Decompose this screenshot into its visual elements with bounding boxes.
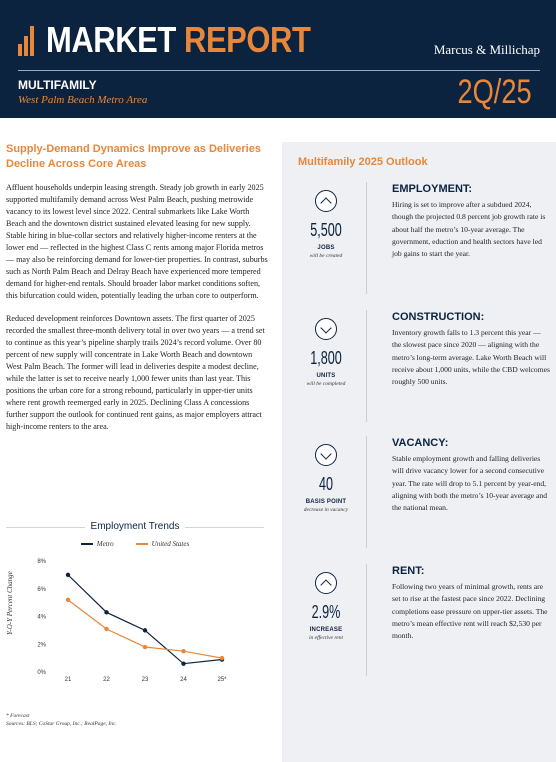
outlook-title: Multifamily 2025 Outlook bbox=[298, 156, 428, 168]
brand-logo: Marcus & Millichap bbox=[433, 42, 540, 57]
data-point bbox=[143, 628, 147, 632]
x-tick-label: 23 bbox=[141, 677, 149, 683]
outlook-text: Stable employment growth and falling deliveries will drive vacancy lower for a second consecutive year. The rate will drop to 5.1 percent by year-end, aligning with both the metro’s 10-year average and the national mean. bbox=[392, 454, 547, 513]
outlook-vacancy bbox=[392, 436, 550, 514]
outlook-stat-employment bbox=[300, 190, 352, 259]
outlook-employment bbox=[392, 182, 550, 260]
chart-title: Employment Trends bbox=[85, 521, 186, 532]
bar-chart-logo-icon bbox=[18, 26, 38, 56]
stat-note: will be created bbox=[309, 253, 343, 259]
data-point bbox=[143, 645, 147, 649]
article-headline: Supply-Demand Dynamics Improve as Deliveries Decline Across Core Areas bbox=[6, 143, 261, 170]
stat-value: 2.9% bbox=[311, 602, 341, 622]
x-tick-label: 25* bbox=[217, 677, 227, 683]
data-point bbox=[181, 661, 185, 665]
x-tick-label: 24 bbox=[180, 677, 187, 683]
outlook-panel bbox=[282, 142, 556, 762]
outlook-stat-vacancy bbox=[300, 444, 352, 513]
outlook-heading: CONSTRUCTION: bbox=[392, 311, 485, 323]
stat-unit: JOBS bbox=[317, 245, 335, 251]
data-point bbox=[66, 573, 70, 577]
outlook-stat-construction bbox=[300, 318, 352, 387]
outlook-heading: EMPLOYMENT: bbox=[392, 183, 473, 195]
stat-value: 1,800 bbox=[310, 348, 342, 368]
chevron-up-icon bbox=[315, 190, 337, 212]
chevron-down-icon bbox=[315, 318, 337, 340]
y-tick-label: 4% bbox=[37, 614, 46, 621]
title-main: MARKET bbox=[46, 19, 176, 60]
x-tick-label: 22 bbox=[103, 677, 110, 683]
report-header bbox=[0, 0, 556, 118]
outlook-stat-rent bbox=[300, 572, 352, 641]
report-title bbox=[46, 20, 310, 60]
outlook-heading: RENT: bbox=[392, 565, 425, 577]
article-column bbox=[6, 142, 270, 433]
sources-note: Sources: BLS; CoStar Group, Inc.; RealPage, Inc. bbox=[6, 721, 117, 727]
legend-label: United States bbox=[151, 540, 190, 548]
divider bbox=[366, 310, 367, 422]
outlook-construction bbox=[392, 310, 550, 388]
data-point bbox=[104, 610, 108, 614]
y-tick-label: 2% bbox=[37, 642, 46, 649]
y-tick-label: 0% bbox=[37, 670, 46, 676]
y-axis-label: Y-O-Y Percent Change bbox=[6, 571, 14, 635]
stat-value: 5,500 bbox=[310, 220, 342, 240]
y-tick-label: 8% bbox=[37, 559, 46, 565]
footnote bbox=[6, 712, 117, 728]
chevron-up-icon bbox=[315, 572, 337, 594]
outlook-text: Following two years of minimal growth, rents are set to rise at the fastest pace since 2022. Declining completions ease pressure on upper-tier assets. The metro’s mean effective rent will reach $2,530 per month. bbox=[392, 582, 548, 641]
stat-unit: INCREASE bbox=[309, 627, 343, 633]
chart-plot bbox=[0, 515, 270, 725]
data-point bbox=[181, 649, 185, 653]
divider bbox=[366, 564, 367, 676]
data-point bbox=[220, 656, 224, 660]
chevron-down-icon bbox=[315, 444, 337, 466]
outlook-text: Inventory growth falls to 1.3 percent this year — the slowest pace since 2020 — aligning with the metro’s long-term average. Lake Worth Beach will receive about 1,000 units, while the CBD welcomes roughly 500 units. bbox=[392, 328, 550, 387]
title-accent: REPORT bbox=[184, 19, 311, 60]
header-divider bbox=[18, 70, 540, 71]
outlook-text: Hiring is set to improve after a subdued 2024, though the projected 0.8 percent job growth rate is about half the metro’s 10-year average. The government, eduction and health sectors have led job gains to start the year. bbox=[392, 200, 546, 259]
report-period: 2Q/25 bbox=[457, 73, 532, 111]
outlook-rent bbox=[392, 564, 550, 642]
y-tick-label: 6% bbox=[37, 586, 46, 593]
data-point bbox=[66, 598, 70, 602]
stat-unit: UNITS bbox=[316, 373, 336, 379]
divider bbox=[366, 436, 367, 548]
article-paragraph: Affluent households underpin leasing strength. Steady job growth in early 2025 supported multifamily demand across West Palm Beach, pushing metrowide vacancy to its lowest level since 2022. Central submarkets like Lake Worth Beach and the downtown district sustained elevated leasing for new supply. Stable hiring in blue-collar sectors and relatively higher-income renters at the lower end — reflected in the highest Class C rents among major Florida metros — may also be reinforcing demand for lower-tier properties. In contrast, suburbs such as North Palm Beach and Delray Beach have experienced more tempered demand for higher-end rentals. Should broader labor market conditions soften, this bifurcation could widen, potentially leading the urban core to outperform. bbox=[6, 183, 268, 300]
stat-unit: BASIS POINT bbox=[305, 499, 347, 505]
property-type: MULTIFAMILY bbox=[18, 78, 97, 92]
series-line-metro bbox=[68, 575, 222, 664]
stat-value: 40 bbox=[318, 474, 334, 494]
x-tick-label: 21 bbox=[64, 677, 72, 683]
outlook-heading: VACANCY: bbox=[392, 437, 449, 449]
stat-note: decrease in vacancy bbox=[303, 507, 349, 513]
legend-label: Metro bbox=[96, 540, 114, 548]
forecast-note: * Forecast bbox=[6, 713, 30, 719]
metro-area: West Palm Beach Metro Area bbox=[18, 94, 148, 106]
article-paragraph: Reduced development reinforces Downtown assets. The first quarter of 2025 recorded the smallest three-month delivery total in over two years — a trend set to continue as this year’s pipeline sharply trails 2024’s record volume. Over 80 percent of new supply will concentrate in Lake Worth Beach and downtown West Palm Beach. The former will lead in deliveries despite a modest decline, while the latter is set to receive nearly 1,000 fewer units than last year. This positions the urban core for a strong rebound, particularly in upper-tier units where rent growth reemerged early in 2025. Declining Class A concessions further support the outlook for continued rent gains, as major employers attract high-income renters to the area. bbox=[6, 314, 265, 431]
employment-trends-chart bbox=[0, 515, 270, 725]
stat-note: will be completed bbox=[306, 381, 346, 387]
stat-note: in effective rent bbox=[308, 635, 343, 641]
data-point bbox=[104, 627, 108, 631]
divider bbox=[366, 182, 367, 294]
